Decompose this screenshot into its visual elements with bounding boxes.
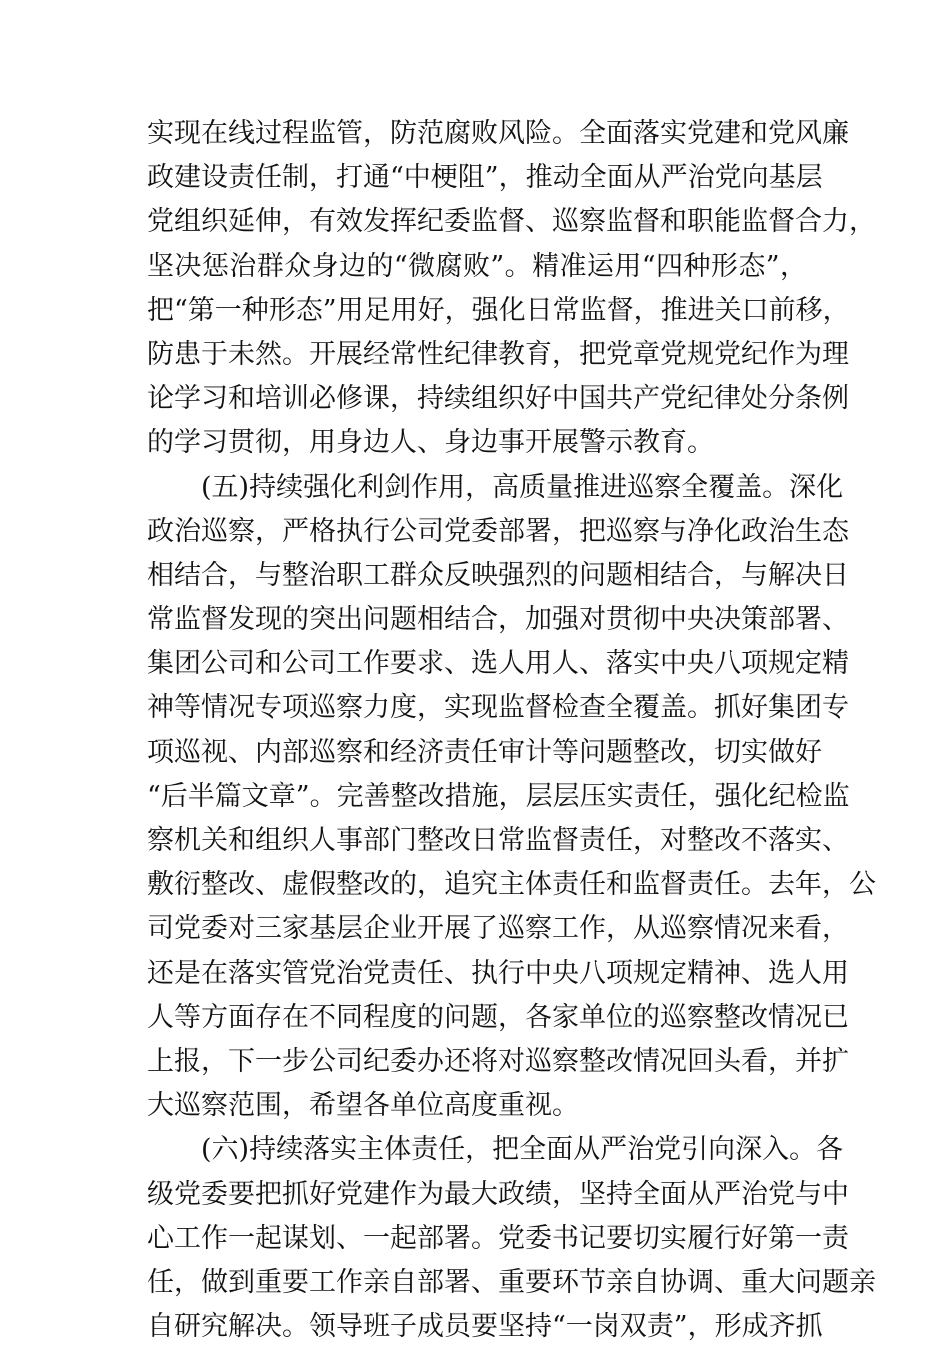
paragraph-line: 任，做到重要工作亲自部署、重要环节亲自协调、重大问题亲 [147, 1266, 876, 1298]
paragraph-line: 人等方面存在不同程度的问题，各家单位的巡察整改情况已 [147, 1001, 849, 1033]
paragraph-line: 的学习贯彻，用身边人、身边事开展警示教育。 [147, 427, 714, 459]
paragraph-line: 神等情况专项巡察力度，实现监督检查全覆盖。抓好集团专 [147, 692, 849, 724]
paragraph-line: 坚决惩治群众身边的“微腐败”。精准运用“四种形态”， [147, 250, 807, 282]
paragraph-line: 项巡视、内部巡察和经济责任审计等问题整改，切实做好 [147, 736, 822, 768]
paragraph-line: 党组织延伸，有效发挥纪委监督、巡察监督和职能监督合力， [147, 206, 876, 238]
paragraph-line: 察机关和组织人事部门整改日常监督责任，对整改不落实、 [147, 825, 849, 856]
paragraph-line: 实现在线过程监管，防范腐败风险。全面落实党建和党风廉 [147, 118, 849, 149]
section-heading-line: (六)持续落实主体责任，把全面从严治党引向深入。各 [201, 1134, 844, 1166]
paragraph-line: 敷衍整改、虚假整改的，追究主体责任和监督责任。去年，公 [147, 869, 876, 901]
paragraph-line: 常监督发现的突出问题相结合，加强对贯彻中央决策部署、 [147, 604, 849, 636]
paragraph-line: 还是在落实管党治党责任、执行中央八项规定精神、选人用 [147, 957, 849, 989]
paragraph-line: 相结合，与整治职工群众反映强烈的问题相结合，与解决日 [147, 559, 849, 591]
document-page [147, 112, 876, 1349]
paragraph-line: 心工作一起谋划、一起部署。党委书记要切实履行好第一责 [147, 1222, 849, 1254]
paragraph-line: 自研究解决。领导班子成员要坚持“一岗双责”，形成齐抓 [147, 1311, 823, 1343]
paragraph-line: 政治巡察，严格执行公司党委部署，把巡察与净化政治生态 [147, 515, 849, 547]
paragraph-line: 论学习和培训必修课，持续组织好中国共产党纪律处分条例 [147, 383, 849, 415]
section-heading-line: (五)持续强化利剑作用，高质量推进巡察全覆盖。深化 [201, 471, 844, 503]
paragraph-line: 级党委要把抓好党建作为最大政绩，坚持全面从严治党与中 [147, 1178, 849, 1210]
paragraph-line: 政建设责任制，打通“中梗阻”，推动全面从严治党向基层 [147, 162, 823, 194]
paragraph-line: 防患于未然。开展经常性纪律教育，把党章党规党纪作为理 [147, 338, 849, 370]
paragraph-line: “后半篇文章”。完善整改措施，层层压实责任，强化纪检监 [147, 780, 850, 812]
paragraph-line: 司党委对三家基层企业开展了巡察工作，从巡察情况来看， [147, 913, 849, 945]
paragraph-line: 大巡察范围，希望各单位高度重视。 [147, 1090, 579, 1122]
paragraph-line: 上报，下一步公司纪委办还将对巡察整改情况回头看，并扩 [147, 1045, 849, 1077]
paragraph-line: 集团公司和公司工作要求、选人用人、落实中央八项规定精 [147, 648, 849, 680]
paragraph-line: 把“第一种形态”用足用好，强化日常监督，推进关口前移， [147, 294, 850, 326]
